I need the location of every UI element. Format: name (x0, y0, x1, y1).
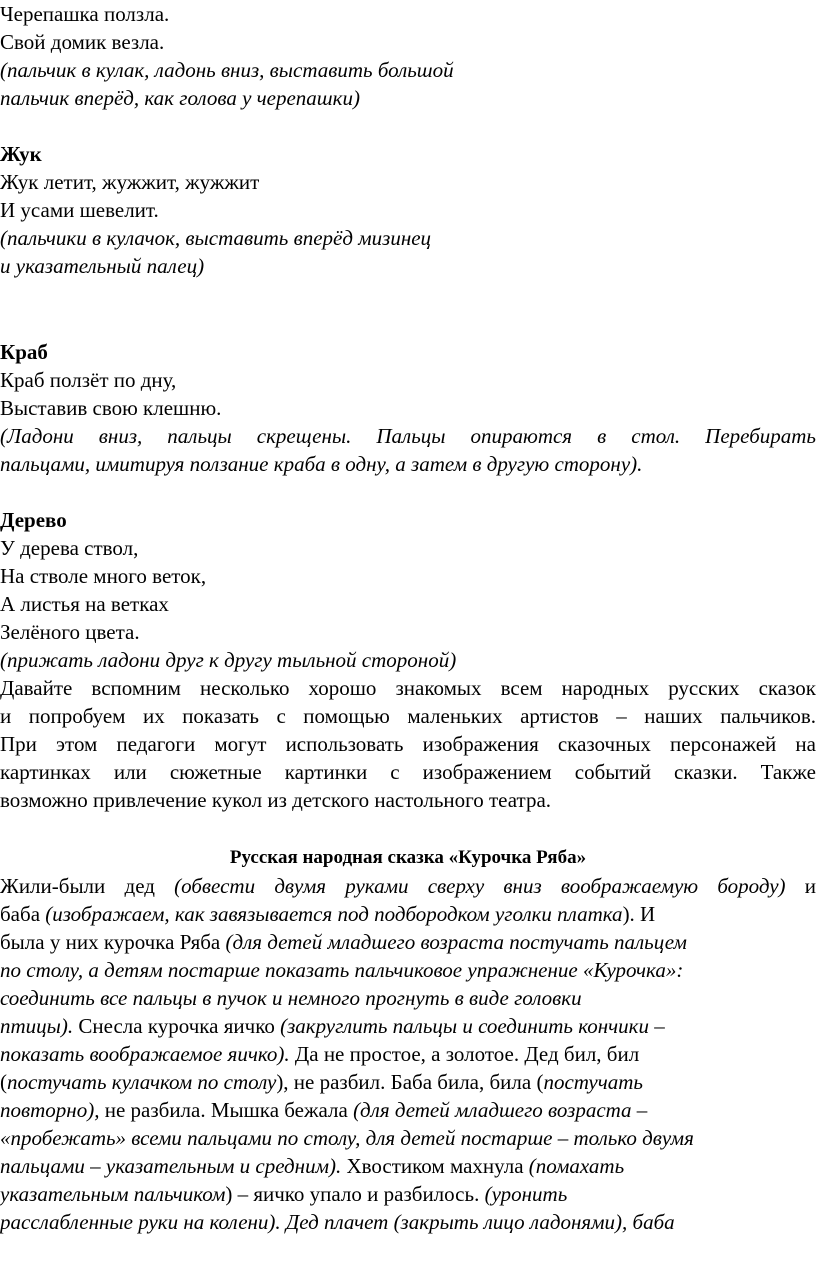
tale-line-8 (0, 1068, 643, 1096)
beetle-instruction-line-2: и указательный палец) (0, 254, 205, 278)
tale-text: Жили-были дед (0, 874, 175, 898)
tale-instruction: пальцами – указательным и средним). (0, 1154, 342, 1178)
tree-verse-line-2: На стволе много веток, (0, 564, 207, 588)
tale-text: ). И (622, 902, 656, 926)
turtle-verse-line-1: Черепашка ползла. (0, 2, 170, 26)
tale-instruction: указательным пальчиком (0, 1182, 226, 1206)
tale-line-3 (0, 928, 687, 956)
tale-line-2 (0, 900, 655, 928)
beetle-verse-line-2: И усами шевелит. (0, 198, 159, 222)
tale-instruction: (для детей младшего возраста – (353, 1098, 648, 1122)
crab-instruction-line-1: (Ладони вниз, пальцы скрещены. Пальцы опираются в стол. Перебирать (0, 424, 816, 448)
intro-line-2: и попробуем их показать с помощью маленьких артистов – наших пальчиков. (0, 704, 816, 728)
tale-text: ( (0, 1070, 7, 1094)
tale-line-13: расслабленные руки на колени). Дед плачет (закрыть лицо ладонями), баба (0, 1210, 675, 1234)
tree-instruction-line-1: (прижать ладони друг к другу тыльной стороной) (0, 648, 457, 672)
tree-heading: Дерево (0, 508, 67, 532)
tale-text: Снесла курочка яичко (73, 1014, 281, 1038)
tale-instruction: (уронить (484, 1182, 568, 1206)
tale-line-6 (0, 1012, 665, 1040)
beetle-verse-line-1: Жук летит, жужжит, жужжит (0, 170, 260, 194)
tale-instruction: постучать кулачком по столу (7, 1070, 277, 1094)
tale-text: Да не простое, а золотое. Дед бил, бил (289, 1042, 640, 1066)
tree-verse-line-3: А листья на ветках (0, 592, 169, 616)
tale-instruction: (закруглить пальцы и соединить кончики – (280, 1014, 665, 1038)
tale-heading: Русская народная сказка «Курочка Ряба» (229, 847, 587, 868)
tale-text: ) – яичко упало и разбилось. (225, 1182, 485, 1206)
tree-verse-line-1: У дерева ствол, (0, 536, 139, 560)
tale-text: Хвостиком махнула (341, 1154, 529, 1178)
turtle-verse-line-2: Свой домик везла. (0, 30, 165, 54)
tale-instruction: птицы). (0, 1014, 74, 1038)
beetle-instruction-line-1: (пальчики в кулачок, выставить вперёд мизинец (0, 226, 432, 250)
tale-instruction: постучать (543, 1070, 643, 1094)
turtle-instruction-line-2: пальчик вперёд, как голова у черепашки) (0, 86, 360, 110)
tale-line-10: «пробежать» всеми пальцами по столу, для детей постарше – только двумя (0, 1126, 694, 1150)
crab-verse-line-2: Выставив свою клешню. (0, 396, 222, 420)
tale-line-7 (0, 1040, 639, 1068)
tale-instruction: (помахать (528, 1154, 625, 1178)
beetle-heading: Жук (0, 142, 42, 166)
crab-instruction-line-2: пальцами, имитируя ползание краба в одну, а затем в другую сторону). (0, 452, 643, 476)
tale-text: не разбила. Мышка бежала (99, 1098, 354, 1122)
crab-heading: Краб (0, 340, 48, 364)
tree-verse-line-4: Зелёного цвета. (0, 620, 140, 644)
tale-line-11 (0, 1152, 624, 1180)
tale-instruction: (для детей младшего возраста постучать пальцем (225, 930, 687, 954)
tale-text: и (785, 874, 816, 898)
tale-text: ), не разбил. Баба била, била ( (276, 1070, 544, 1094)
tale-line-4: по столу, а детям постарше показать пальчиковое упражнение «Курочка»: (0, 958, 684, 982)
intro-line-1: Давайте вспомним несколько хорошо знакомых всем народных русских сказок (0, 676, 816, 700)
tale-instruction: повторно), (0, 1098, 100, 1122)
intro-line-4: картинках или сюжетные картинки с изображением событий сказки. Также (0, 760, 816, 784)
turtle-instruction-line-1: (пальчик в кулак, ладонь вниз, выставить большой (0, 58, 454, 82)
intro-line-3: При этом педагоги могут использовать изображения сказочных персонажей на (0, 732, 816, 756)
tale-line-9 (0, 1096, 647, 1124)
tale-text: баба (0, 902, 46, 926)
intro-line-5: возможно привлечение кукол из детского настольного театра. (0, 788, 552, 812)
crab-verse-line-1: Краб ползёт по дну, (0, 368, 177, 392)
tale-line-12 (0, 1180, 567, 1208)
tale-instruction: (изображаем, как завязывается под подбородком уголки платка (45, 902, 623, 926)
tale-line-1 (0, 872, 816, 900)
tale-instruction: (обвести двумя руками сверху вниз воображаемую бороду) (174, 874, 786, 898)
tale-line-5: соединить все пальцы в пучок и немного прогнуть в виде головки (0, 986, 582, 1010)
tale-instruction: показать воображаемое яичко). (0, 1042, 290, 1066)
tale-text: была у них курочка Ряба (0, 930, 226, 954)
